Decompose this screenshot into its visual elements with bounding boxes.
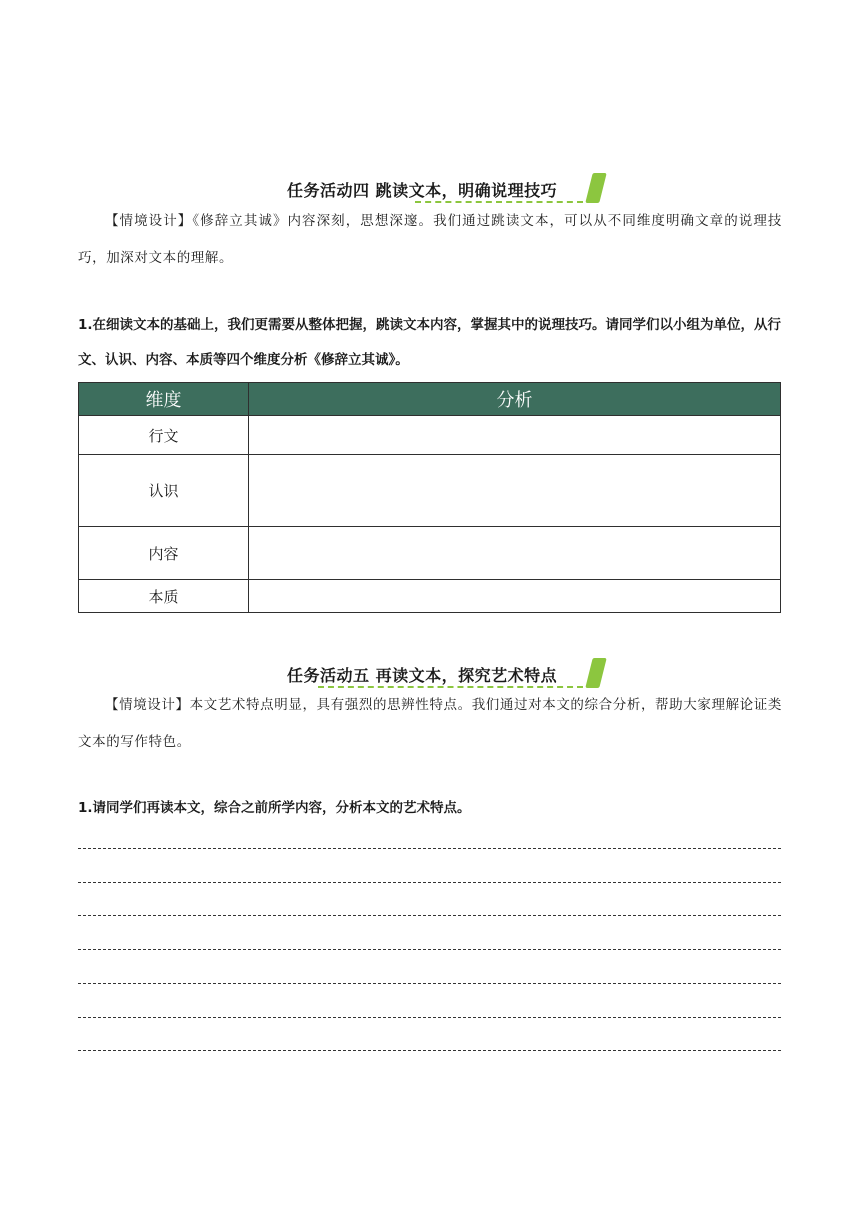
answer-line[interactable]	[78, 1050, 781, 1051]
analysis-cell[interactable]	[249, 580, 781, 613]
section5-scenario: 【情境设计】本文艺术特点明显，具有强烈的思辨性特点。我们通过对本文的综合分析，帮助大家理解论证类文本的写作特色。	[78, 697, 782, 750]
analysis-cell[interactable]	[249, 455, 781, 527]
table-row	[79, 416, 781, 455]
dimension-label: 认识	[79, 455, 249, 527]
table-row	[79, 527, 781, 580]
table-header-row	[79, 383, 781, 416]
analysis-cell[interactable]	[249, 416, 781, 455]
answer-line[interactable]	[78, 915, 781, 916]
dimension-label: 行文	[79, 416, 249, 455]
table-row	[79, 455, 781, 527]
section5-title: 任务活动五 再读文本，探究艺术特点	[287, 666, 558, 685]
answer-line[interactable]	[78, 983, 781, 984]
answer-line[interactable]	[78, 949, 781, 950]
section4-scenario: 【情境设计】《修辞立其诚》内容深刻，思想深邃。我们通过跳读文本，可以从不同维度明确文章的说理技巧，加深对文本的理解。	[78, 213, 782, 266]
dimension-label: 内容	[79, 527, 249, 580]
answer-line[interactable]	[78, 882, 781, 883]
section4-title-flag	[585, 173, 606, 203]
analysis-cell[interactable]	[249, 527, 781, 580]
table-header-dimension: 维度	[79, 383, 249, 416]
answer-line[interactable]	[78, 848, 781, 849]
table-row	[79, 580, 781, 613]
table-header-analysis: 分析	[249, 383, 781, 416]
section5-title-flag	[585, 658, 606, 688]
dimension-label: 本质	[79, 580, 249, 613]
section4-title: 任务活动四 跳读文本，明确说理技巧	[287, 181, 558, 200]
section5-question: 1.请同学们再读本文，综合之前所学内容，分析本文的艺术特点。	[78, 800, 471, 816]
dimension-table	[78, 382, 781, 613]
section4-question: 1.在细读文本的基础上，我们更需要从整体把握，跳读文本内容，掌握其中的说理技巧。请同学们以小组为单位，从行文、认识、内容、本质等四个维度分析《修辞立其诚》。	[78, 317, 782, 368]
answer-line[interactable]	[78, 1017, 781, 1018]
